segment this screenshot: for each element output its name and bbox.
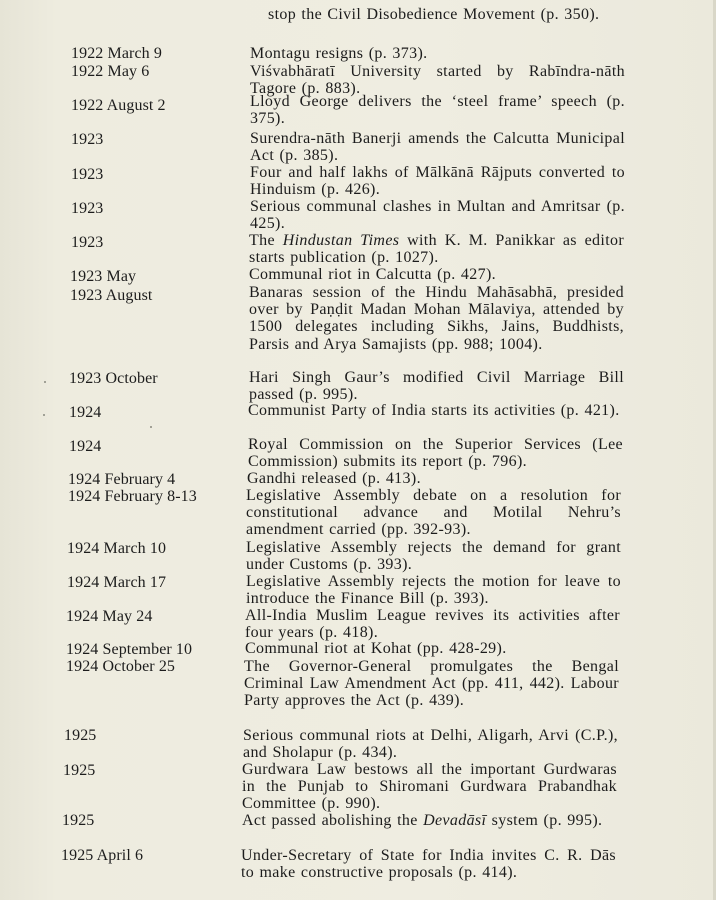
entry-date: 1923 August xyxy=(70,287,153,304)
entry-date: 1922 March 9 xyxy=(71,45,162,62)
entry-date: 1923 xyxy=(71,166,104,183)
entry-text: Montagu resigns (p. 373). xyxy=(250,45,428,62)
entry-text-end: system (p. 995). xyxy=(486,812,603,829)
entry-date: 1923 xyxy=(71,200,104,217)
entry-text-start: Act passed abolishing the xyxy=(242,812,424,829)
entry-text: Royal Commission on the Superior Services (Lee Commission) submits its report (p. 796). xyxy=(248,436,623,471)
entry-text: Under-Secretary of State for India invites C. R. Dās to make constructive proposals (p. 414). xyxy=(241,847,616,882)
entry-text-end: with K. M. Panikkar as editor starts publication (p. 1027). xyxy=(249,232,625,267)
entry-text: stop the Civil Disobedience Movement (p. 350). xyxy=(268,6,600,23)
entry-text xyxy=(242,812,617,829)
entry-date: 1924 September 10 xyxy=(66,641,193,658)
entry-date: 1924 October 25 xyxy=(66,658,176,675)
entry-text: Communal riot at Kohat (pp. 428-29). xyxy=(245,640,507,657)
entry-text: Serious communal riots at Delhi, Aligarh, Arvi (C.P.), and Sholapur (p. 434). xyxy=(243,727,618,762)
entry-text: All-India Muslim League revives its activities after four years (p. 418). xyxy=(245,607,620,642)
entry-text-start: The xyxy=(249,232,283,249)
entry-text xyxy=(249,232,624,266)
entry-date: 1925 xyxy=(62,812,95,829)
entry-text: The Governor-General promulgates the Bengal Criminal Law Amendment Act (pp. 411, 442). Labour Party approves the Act (p. 439). xyxy=(244,658,619,710)
entry-text: Banaras session of the Hindu Mahāsabhā, presided over by Paṇḍit Madan Mohan Mālaviya, attended by 1500 delegates including Sikhs, Jains, Buddhists, Parsis and Arya Samajists (pp. 988; 1004). xyxy=(249,284,624,353)
entry-text: Gurdwara Law bestows all the important Gurdwaras in the Punjab to Shiromani Gurdwara Prabandhak Committee (p. 990). xyxy=(242,761,617,813)
entry-date: 1924 May 24 xyxy=(66,608,153,625)
entry-text: Gandhi released (p. 413). xyxy=(247,470,421,487)
entry-text: Legislative Assembly debate on a resolution for constitutional advance and Motilal Nehru’s amendment carried (pp. 392-93). xyxy=(246,487,621,539)
entry-date: 1923 October xyxy=(69,370,158,387)
entry-date: 1923 xyxy=(71,234,104,251)
entry-date: 1925 xyxy=(64,727,97,744)
entry-text: Legislative Assembly rejects the motion for leave to introduce the Finance Bill (p. 393). xyxy=(246,573,621,608)
entry-date: 1924 February 8-13 xyxy=(68,488,197,505)
paper-speck xyxy=(44,381,46,383)
entry-text: Communist Party of India starts its activities (p. 421). xyxy=(248,402,620,419)
entry-text: Legislative Assembly rejects the demand for grant under Customs (p. 393). xyxy=(246,539,621,574)
entry-date: 1922 August 2 xyxy=(71,97,166,114)
entry-text: Communal riot in Calcutta (p. 427). xyxy=(249,266,496,283)
entry-date: 1923 xyxy=(71,131,104,148)
entry-date: 1924 xyxy=(69,438,102,455)
entry-date: 1924 March 17 xyxy=(67,574,167,591)
entry-date: 1922 May 6 xyxy=(71,63,150,80)
paper-speck xyxy=(150,426,152,428)
entry-text-italic: Devadāsī xyxy=(423,812,487,829)
entry-text: Viśvabhāratī University started by Rabīndra-nāth Tagore (p. 883). xyxy=(250,63,625,98)
entry-text: Lloyd George delivers the ‘steel frame’ speech (p. 375). xyxy=(250,93,625,128)
entry-date: 1923 May xyxy=(70,268,137,285)
entry-date: 1924 February 4 xyxy=(68,471,176,488)
entry-text: Serious communal clashes in Multan and Amritsar (p. 425). xyxy=(250,198,625,233)
entry-date: 1925 April 6 xyxy=(61,847,144,864)
entry-text: Surendra-nāth Banerji amends the Calcutta Municipal Act (p. 385). xyxy=(250,130,625,165)
entry-date: 1925 xyxy=(63,762,96,779)
entry-date: 1924 xyxy=(69,404,102,421)
entry-text: Four and half lakhs of Mālkānā Rājputs converted to Hinduism (p. 426). xyxy=(250,164,625,199)
entry-text: Hari Singh Gaur’s modified Civil Marriage Bill passed (p. 995). xyxy=(249,369,624,404)
entry-date: 1924 March 10 xyxy=(67,540,167,557)
paper-speck xyxy=(43,414,45,416)
entry-text-italic: Hindustan Times xyxy=(282,232,400,249)
